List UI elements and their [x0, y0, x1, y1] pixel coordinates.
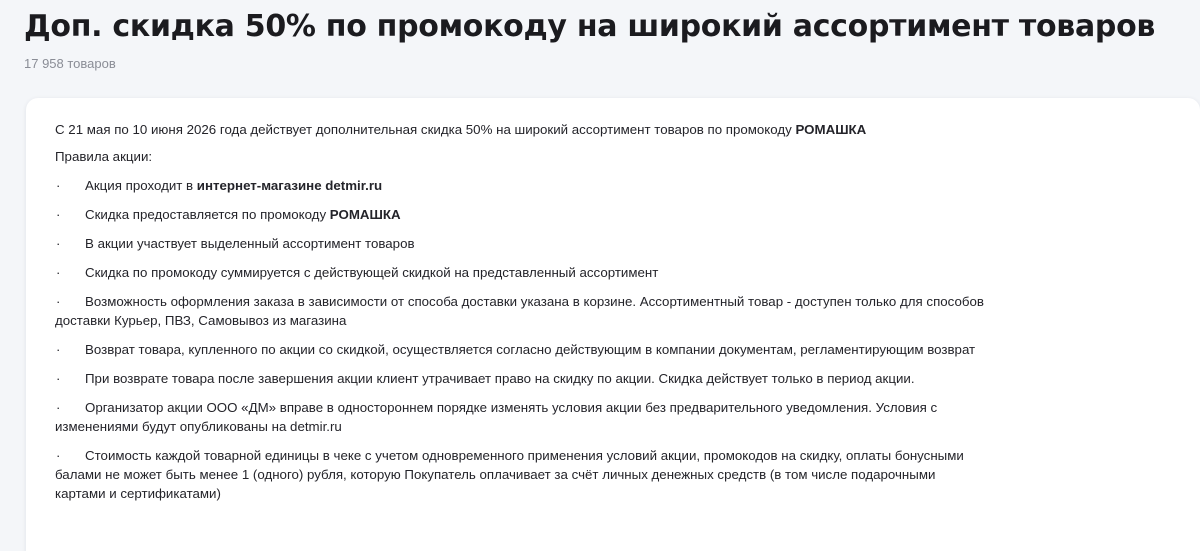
rule-item	[55, 176, 985, 195]
rule-text: В акции участвует выделенный ассортимент товаров	[85, 236, 415, 251]
promo-description-card	[26, 98, 1200, 551]
rule-text: Скидка предоставляется по промокоду	[85, 207, 330, 222]
rule-item	[55, 369, 985, 388]
rules-title: Правила акции:	[55, 149, 153, 164]
rule-item	[55, 234, 985, 253]
bullet-icon: ·	[56, 265, 61, 280]
bullet-icon: ·	[56, 342, 61, 357]
promo-intro	[55, 120, 985, 139]
rule-text: Стоимость каждой товарной единицы в чеке с учетом одновременного применения условий акции, промокодов на скидку, оплаты бонусными балами не может быть менее 1 (одного) рубля, которую Покупатель оплачивает за счёт личных денежных средств (в том числе подарочными картами и сертификатами)	[55, 448, 964, 501]
rule-item	[55, 292, 985, 330]
rule-item	[55, 340, 985, 359]
promo-description	[55, 120, 985, 513]
rule-item	[55, 446, 985, 503]
bullet-icon: ·	[56, 448, 61, 463]
rule-text: Возможность оформления заказа в зависимости от способа доставки указана в корзине. Ассортиментный товар - доступен только для способов доставки Курьер, ПВЗ, Самовывоз из магазина	[55, 294, 984, 328]
rule-item	[55, 398, 985, 436]
rules-list	[55, 176, 985, 503]
bullet-icon: ·	[56, 371, 61, 386]
rule-text: Акция проходит в	[85, 178, 197, 193]
page-title: Доп. скидка 50% по промокоду на широкий ассортимент товаров	[24, 9, 1156, 44]
promo-intro-text: С 21 мая по 10 июня 2026 года действует дополнительная скидка 50% на широкий ассортимент товаров по промокоду	[55, 122, 796, 137]
bullet-icon: ·	[56, 178, 61, 193]
promo-code: РОМАШКА	[795, 122, 867, 137]
bullet-icon: ·	[56, 236, 61, 251]
bullet-icon: ·	[56, 294, 61, 309]
rule-text: Скидка по промокоду суммируется с действующей скидкой на представленный ассортимент	[85, 265, 659, 280]
product-count: 17 958 товаров	[24, 56, 116, 71]
rule-text: Организатор акции ООО «ДМ» вправе в одностороннем порядке изменять условия акции без предварительного уведомления. Условия с изменениями будут опубликованы на detmir.ru	[55, 400, 938, 434]
rule-item	[55, 263, 985, 282]
rule-bold-text: интернет-магазине detmir.ru	[196, 178, 383, 193]
rule-text: Возврат товара, купленного по акции со скидкой, осуществляется согласно действующим в компании документам, регламентирующим возврат	[85, 342, 976, 357]
rule-bold-text: РОМАШКА	[329, 207, 401, 222]
rule-text: При возврате товара после завершения акции клиент утрачивает право на скидку по акции. Скидка действует только в период акции.	[85, 371, 915, 386]
bullet-icon: ·	[56, 207, 61, 222]
rule-item	[55, 205, 985, 224]
bullet-icon: ·	[56, 400, 61, 415]
